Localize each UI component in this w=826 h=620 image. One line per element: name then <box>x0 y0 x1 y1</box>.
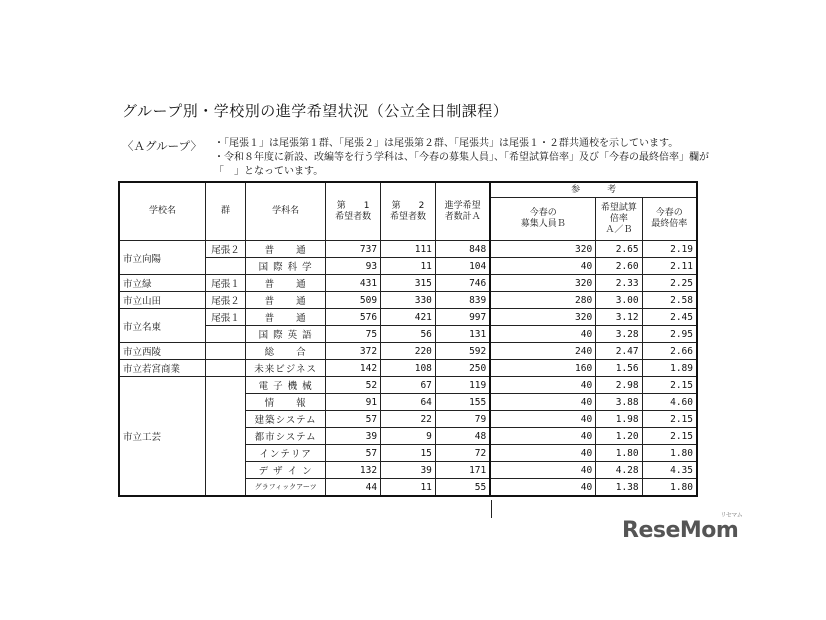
school-name: 市立西陵 <box>119 343 205 360</box>
final-ratio-cell: 2.15 <box>642 377 697 394</box>
second-choice-cell: 56 <box>381 326 436 343</box>
first-choice-cell: 44 <box>326 479 381 497</box>
total-cell: 119 <box>435 377 490 394</box>
capacity-cell: 40 <box>490 377 595 394</box>
group-cell <box>205 377 245 497</box>
total-cell: 997 <box>435 309 490 326</box>
school-name: 市立名東 <box>119 309 205 343</box>
trial-ratio-cell: 2.60 <box>596 258 642 275</box>
total-cell: 79 <box>435 411 490 428</box>
note-line: 「 」となっています。 <box>214 166 324 177</box>
header-group: 群 <box>205 182 245 241</box>
final-ratio-cell: 4.35 <box>642 462 697 479</box>
department-cell: 普 通 <box>246 275 326 292</box>
department-cell: 普 通 <box>246 309 326 326</box>
trial-ratio-cell: 1.56 <box>596 360 642 377</box>
school-name: 市立山田 <box>119 292 205 309</box>
school-name: 市立若宮商業 <box>119 360 205 377</box>
final-ratio-cell: 2.95 <box>642 326 697 343</box>
group-cell: 尾張２ <box>205 292 245 309</box>
trial-ratio-cell: 1.98 <box>596 411 642 428</box>
final-ratio-cell: 2.15 <box>642 428 697 445</box>
final-ratio-cell: 4.60 <box>642 394 697 411</box>
first-choice-cell: 576 <box>326 309 381 326</box>
trial-ratio-cell: 2.47 <box>596 343 642 360</box>
department-cell: 普 通 <box>246 241 326 258</box>
trial-ratio-cell: 3.28 <box>596 326 642 343</box>
header-first-choice-text: 第 1 希望者数 <box>335 200 372 222</box>
capacity-cell: 320 <box>490 309 595 326</box>
department-cell: 国 際 英 語 <box>246 326 326 343</box>
trial-ratio-cell: 3.12 <box>596 309 642 326</box>
second-choice-cell: 315 <box>381 275 436 292</box>
first-choice-cell: 57 <box>326 445 381 462</box>
capacity-cell: 40 <box>490 394 595 411</box>
first-choice-cell: 431 <box>326 275 381 292</box>
capacity-cell: 320 <box>490 241 595 258</box>
table-row <box>119 360 697 377</box>
table-row <box>119 377 697 394</box>
header-capacity <box>490 198 595 241</box>
total-cell: 592 <box>435 343 490 360</box>
trial-ratio-cell: 3.00 <box>596 292 642 309</box>
table-row <box>119 343 697 360</box>
total-cell: 55 <box>435 479 490 497</box>
final-ratio-cell: 2.11 <box>642 258 697 275</box>
department-cell: 都市システム <box>246 428 326 445</box>
second-choice-cell: 64 <box>381 394 436 411</box>
group-cell: 尾張２ <box>205 241 245 258</box>
trial-ratio-cell: 1.20 <box>596 428 642 445</box>
first-choice-cell: 93 <box>326 258 381 275</box>
group-cell <box>205 326 245 343</box>
header-first-choice <box>326 182 381 241</box>
department-cell: 普 通 <box>246 292 326 309</box>
department-cell: 情 報 <box>246 394 326 411</box>
second-choice-cell: 330 <box>381 292 436 309</box>
total-cell: 746 <box>435 275 490 292</box>
total-cell: 131 <box>435 326 490 343</box>
capacity-cell: 160 <box>490 360 595 377</box>
table-row <box>119 241 697 258</box>
total-cell: 171 <box>435 462 490 479</box>
final-ratio-cell: 2.19 <box>642 241 697 258</box>
second-choice-cell: 220 <box>381 343 436 360</box>
admission-table <box>118 181 698 497</box>
final-ratio-cell: 1.80 <box>642 479 697 497</box>
capacity-cell: 40 <box>490 428 595 445</box>
header-final-ratio-text: 今春の 最終倍率 <box>651 208 688 229</box>
divider-line <box>491 500 492 518</box>
second-choice-cell: 15 <box>381 445 436 462</box>
capacity-cell: 40 <box>490 445 595 462</box>
table-row <box>119 258 697 275</box>
department-cell: 電 子 機 械 <box>246 377 326 394</box>
first-choice-cell: 132 <box>326 462 381 479</box>
header-department: 学科名 <box>246 182 326 241</box>
header-second-choice-text: 第 2 希望者数 <box>389 200 426 222</box>
trial-ratio-cell: 2.33 <box>596 275 642 292</box>
table-row <box>119 326 697 343</box>
second-choice-cell: 421 <box>381 309 436 326</box>
final-ratio-cell: 1.80 <box>642 445 697 462</box>
note-line: ・「尾張１」は尾張第１群、「尾張２」は尾張第２群、「尾張共」は尾張１・２群共通校を示しています。 <box>214 138 679 149</box>
total-cell: 104 <box>435 258 490 275</box>
first-choice-cell: 509 <box>326 292 381 309</box>
final-ratio-cell: 2.15 <box>642 411 697 428</box>
header-total <box>435 182 490 241</box>
capacity-cell: 40 <box>490 258 595 275</box>
second-choice-cell: 11 <box>381 479 436 497</box>
table-row <box>119 309 697 326</box>
notes <box>214 136 709 178</box>
second-choice-cell: 11 <box>381 258 436 275</box>
trial-ratio-cell: 3.88 <box>596 394 642 411</box>
capacity-cell: 40 <box>490 326 595 343</box>
final-ratio-cell: 2.45 <box>642 309 697 326</box>
first-choice-cell: 57 <box>326 411 381 428</box>
trial-ratio-cell: 2.98 <box>596 377 642 394</box>
header-trial-ratio-text: 希望試算 倍率 Ａ／Ｂ <box>600 202 637 235</box>
resemom-logo <box>622 512 743 543</box>
department-cell: 総 合 <box>246 343 326 360</box>
header-trial-ratio <box>596 198 642 241</box>
school-name: 市立工芸 <box>119 377 205 497</box>
second-choice-cell: 9 <box>381 428 436 445</box>
first-choice-cell: 75 <box>326 326 381 343</box>
first-choice-cell: 52 <box>326 377 381 394</box>
group-cell <box>205 258 245 275</box>
final-ratio-cell: 1.89 <box>642 360 697 377</box>
table-row <box>119 275 697 292</box>
final-ratio-cell: 2.25 <box>642 275 697 292</box>
group-cell <box>205 343 245 360</box>
capacity-cell: 40 <box>490 462 595 479</box>
total-cell: 72 <box>435 445 490 462</box>
logo-text: ReseMom <box>622 518 739 543</box>
group-label: 〈Ａグループ〉 <box>122 139 202 153</box>
first-choice-cell: 372 <box>326 343 381 360</box>
department-cell: 国 際 科 学 <box>246 258 326 275</box>
first-choice-cell: 91 <box>326 394 381 411</box>
capacity-cell: 320 <box>490 275 595 292</box>
first-choice-cell: 737 <box>326 241 381 258</box>
logo-tag: リセマム <box>720 512 743 519</box>
group-cell: 尾張１ <box>205 309 245 326</box>
capacity-cell: 40 <box>490 479 595 497</box>
school-name: 市立向陽 <box>119 241 205 275</box>
department-cell: 建築システム <box>246 411 326 428</box>
second-choice-cell: 111 <box>381 241 436 258</box>
department-cell: インテリア <box>246 445 326 462</box>
trial-ratio-cell: 2.65 <box>596 241 642 258</box>
department-cell: グラフィックアーツ <box>246 479 326 497</box>
second-choice-cell: 108 <box>381 360 436 377</box>
total-cell: 848 <box>435 241 490 258</box>
header-total-text: 進学希望 者数計Ａ <box>444 200 481 222</box>
first-choice-cell: 39 <box>326 428 381 445</box>
capacity-cell: 280 <box>490 292 595 309</box>
second-choice-cell: 39 <box>381 462 436 479</box>
total-cell: 48 <box>435 428 490 445</box>
school-name: 市立緑 <box>119 275 205 292</box>
note-line: ・令和８年度に新設、改編等を行う学科は、「今春の募集人員」、「希望試算倍率」及び「今春の最終倍率」欄が <box>214 152 709 163</box>
second-choice-cell: 22 <box>381 411 436 428</box>
trial-ratio-cell: 4.28 <box>596 462 642 479</box>
table-row <box>119 292 697 309</box>
capacity-cell: 40 <box>490 411 595 428</box>
trial-ratio-cell: 1.38 <box>596 479 642 497</box>
header-capacity-text: 今春の 募集人員Ｂ <box>520 208 566 229</box>
second-choice-cell: 67 <box>381 377 436 394</box>
group-cell: 尾張１ <box>205 275 245 292</box>
final-ratio-cell: 2.66 <box>642 343 697 360</box>
total-cell: 155 <box>435 394 490 411</box>
capacity-cell: 240 <box>490 343 595 360</box>
page-title: グループ別・学校別の進学希望状況（公立全日制課程） <box>122 102 509 120</box>
header-school: 学校名 <box>119 182 205 241</box>
header-second-choice <box>381 182 436 241</box>
total-cell: 250 <box>435 360 490 377</box>
header-reference: 参 考 <box>490 182 697 198</box>
final-ratio-cell: 2.58 <box>642 292 697 309</box>
first-choice-cell: 142 <box>326 360 381 377</box>
department-cell: デ ザ イ ン <box>246 462 326 479</box>
trial-ratio-cell: 1.80 <box>596 445 642 462</box>
group-cell <box>205 360 245 377</box>
header-final-ratio <box>642 198 697 241</box>
department-cell: 未来ビジネス <box>246 360 326 377</box>
total-cell: 839 <box>435 292 490 309</box>
